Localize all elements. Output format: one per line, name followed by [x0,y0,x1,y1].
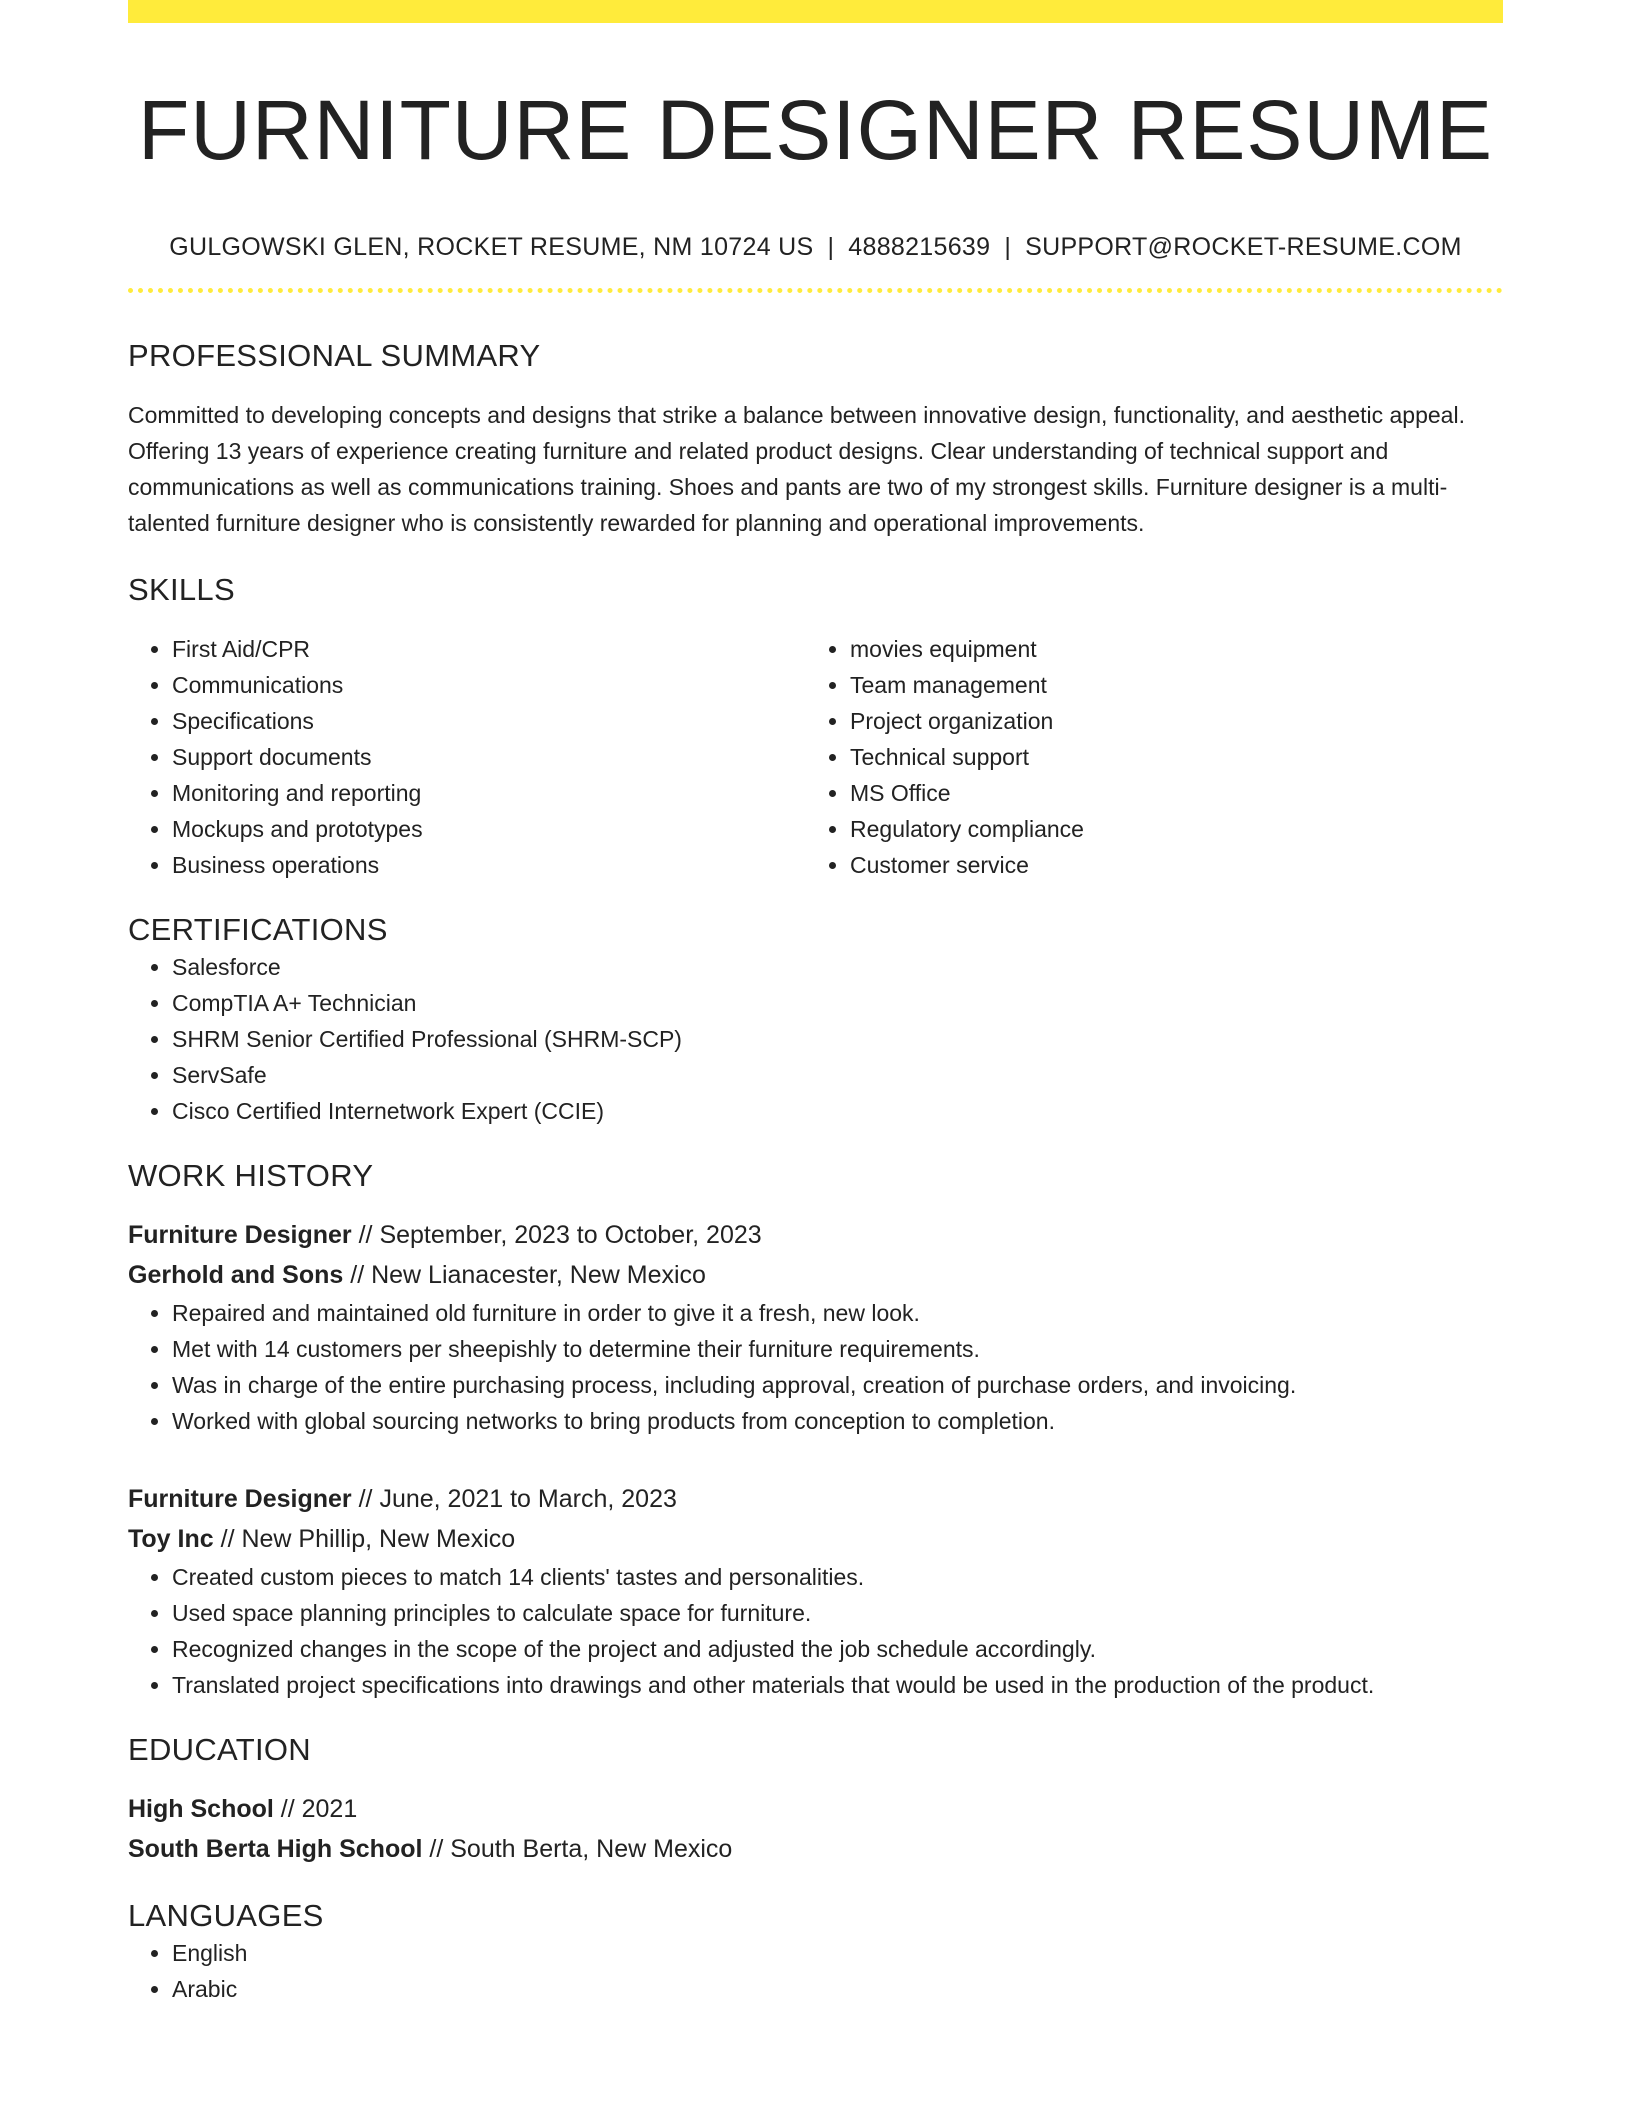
job-dates: // September, 2023 to October, 2023 [358,1221,762,1249]
skill-item: • Team management [850,667,1484,703]
certifications-heading: CERTIFICATIONS [128,912,388,947]
certification-item: • Cisco Certified Internetwork Expert (CCIE) [172,1093,1503,1129]
skill-item: • MS Office [850,775,1484,811]
summary-heading: PROFESSIONAL SUMMARY [128,338,541,373]
skill-item: • Project organization [850,703,1484,739]
dotted-divider [128,288,1503,293]
job-duties-list [128,1559,1503,1703]
job-title-line [128,1479,1503,1519]
certification-item: • Salesforce [172,949,1503,985]
skills-list-right [806,631,1484,883]
education-heading: EDUCATION [128,1732,311,1767]
resume-content [128,0,1503,2007]
skill-item: • Business operations [172,847,806,883]
job-company-line [128,1519,1503,1559]
job-duty: • Met with 14 customers per sheepishly to determine their furniture requirements. [172,1331,1503,1367]
education-degree: High School [128,1795,274,1823]
job-duty: • Recognized changes in the scope of the project and adjusted the job schedule accordingly. [172,1631,1503,1667]
skill-item: • Support documents [172,739,806,775]
skills-grid [128,631,1503,883]
skill-item: • Regulatory compliance [850,811,1484,847]
language-item: • Arabic [172,1971,1503,2007]
job-company: Gerhold and Sons [128,1261,344,1289]
education-school: South Berta High School [128,1835,423,1863]
education-year: // 2021 [280,1795,358,1823]
skill-item: • First Aid/CPR [172,631,806,667]
job-company: Toy Inc [128,1525,214,1553]
certification-item: • SHRM Senior Certified Professional (SHRM-SCP) [172,1021,1503,1057]
skill-item: • Specifications [172,703,806,739]
skills-list-left [128,631,806,883]
education-degree-line [128,1789,1503,1829]
skill-item: • Customer service [850,847,1484,883]
contact-separator: | [827,233,835,261]
job-location: // New Phillip, New Mexico [220,1525,516,1553]
job-title-line [128,1215,1503,1255]
contact-separator: | [1004,233,1012,261]
languages-list [128,1935,1503,2007]
job-duty: • Created custom pieces to match 14 clients' tastes and personalities. [172,1559,1503,1595]
contact-line [128,232,1503,262]
job-role: Furniture Designer [128,1221,352,1249]
certifications-list [128,949,1503,1129]
education-location: // South Berta, New Mexico [429,1835,733,1863]
contact-address: GULGOWSKI GLEN, ROCKET RESUME, NM 10724 US [169,233,814,261]
skill-item: • Communications [172,667,806,703]
language-item: • English [172,1935,1503,1971]
job-duty: • Was in charge of the entire purchasing process, including approval, creation of purchase orders, and invoicing. [172,1367,1503,1403]
skill-item: • movies equipment [850,631,1484,667]
job-duty: • Repaired and maintained old furniture in order to give it a fresh, new look. [172,1295,1503,1331]
summary-text: Committed to developing concepts and designs that strike a balance between innovative design, functionality, and aesthetic appeal. Offering 13 years of experience creating furniture and related product designs. Clear understanding of technical support and communications as well as communications training. Shoes and pants are two of my strongest skills. Furniture designer is a multi-talented furniture designer who is consistently rewarded for planning and operational improvements. [128,402,1465,536]
job-duty: • Used space planning principles to calculate space for furniture. [172,1595,1503,1631]
skill-item: • Technical support [850,739,1484,775]
skills-column-left [128,631,806,883]
job-dates: // June, 2021 to March, 2023 [358,1485,677,1513]
skill-item: • Mockups and prototypes [172,811,806,847]
skills-column-right [806,631,1484,883]
job-role: Furniture Designer [128,1485,352,1513]
job-location: // New Lianacester, New Mexico [350,1261,706,1289]
languages-heading: LANGUAGES [128,1898,324,1933]
job-company-line [128,1255,1503,1295]
education-school-line [128,1829,1503,1869]
job-duty: • Worked with global sourcing networks to bring products from conception to completion. [172,1403,1503,1439]
skills-heading: SKILLS [128,572,235,607]
resume-title: FURNITURE DESIGNER RESUME [137,83,1494,177]
job-duties-list [128,1295,1503,1439]
job-duty: • Translated project specifications into drawings and other materials that would be used in the production of the product. [172,1667,1503,1703]
work-history-heading: WORK HISTORY [128,1158,374,1193]
skill-item: • Monitoring and reporting [172,775,806,811]
contact-phone: 4888215639 [848,233,991,261]
certification-item: • ServSafe [172,1057,1503,1093]
certification-item: • CompTIA A+ Technician [172,985,1503,1021]
contact-email: SUPPORT@ROCKET-RESUME.COM [1025,233,1462,261]
